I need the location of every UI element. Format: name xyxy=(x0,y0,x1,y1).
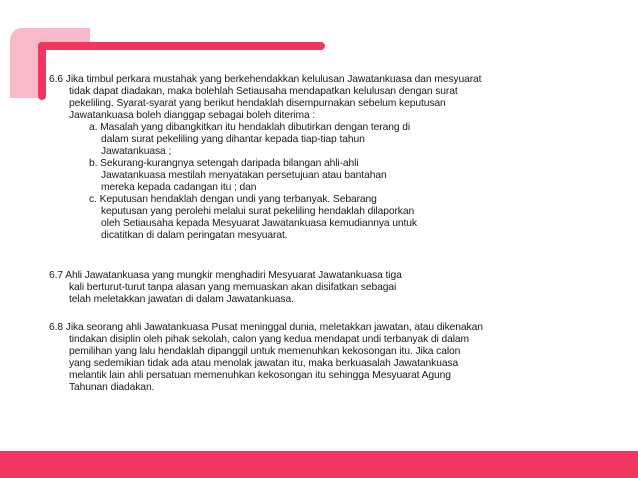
text-line: dicatitkan di dalam peringatan mesyuarat. xyxy=(101,230,288,241)
text-line: Tahunan diadakan. xyxy=(69,382,155,393)
text-line: 6.6 Jika timbul perkara mustahak yang berkehendakkan kelulusan Jawatankuasa dan mesyuarat xyxy=(49,74,482,85)
list-item-b: b. Sekurang-kurangnya setengah daripada bilangan ahli-ahli xyxy=(89,158,359,169)
text-line: Jawatankuasa ; xyxy=(101,146,172,157)
text-line: mereka kepada cadangan itu ; dan xyxy=(101,182,257,193)
text-line: tidak dapat diadakan, maka bolehlah Setiausaha mendapatkan kelulusan dengan surat xyxy=(69,86,458,97)
text-line: Jawatankuasa mestilah menyatakan persetujuan atau bantahan xyxy=(101,170,387,181)
list-item-c: c. Keputusan hendaklah dengan undi yang terbanyak. Sebarang xyxy=(89,194,377,205)
text-line: oleh Setiausaha kepada Mesyuarat Jawatankuasa kemudiannya untuk xyxy=(101,218,417,229)
text-line: yang sedemikian tidak ada atau menolak jawatan itu, maka berkuasalah Jawatankuasa xyxy=(69,358,459,369)
text-line: Jawatankuasa boleh dianggap sebagai boleh diterima : xyxy=(69,110,316,121)
text-line: kali berturut-turut tanpa alasan yang memuaskan akan disifatkan sebagai xyxy=(69,282,397,293)
list-item-a: a. Masalah yang dibangkitkan itu hendaklah dibutirkan dengan terang di xyxy=(89,122,411,133)
text-line: telah meletakkan jawatan di dalam Jawatankuasa. xyxy=(69,294,294,305)
text-line: pekeliling. Syarat-syarat yang berikut hendaklah disempurnakan sebelum keputusan xyxy=(69,98,446,109)
text-line: dalam surat pekeliling yang dihantar kepada tiap-tiap tahun xyxy=(101,134,365,145)
text-line: melantik lain ahli persatuan memenuhkan kekosongan itu sehingga Mesyuarat Agung xyxy=(69,370,451,381)
text-line: 6.7 Ahli Jawatankuasa yang mungkir menghadiri Mesyuarat Jawatankuasa tiga xyxy=(49,270,402,281)
text-line: tindakan disiplin oleh pihak sekolah, calon yang kedua mendapat undi terbanyak di dalam xyxy=(69,334,470,345)
text-line: keputusan yang perolehi melalui surat pekeliling hendaklah dilaporkan xyxy=(101,206,415,217)
text-line: pemilihan yang lalu hendaklah dipanggil untuk memenuhkan kekosongan itu. Jika calon xyxy=(69,346,461,357)
footer-band xyxy=(0,451,638,478)
text-line: 6.8 Jika seorang ahli Jawatankuasa Pusat meninggal dunia, meletakkan jawatan, atau dikenakan xyxy=(49,322,483,333)
